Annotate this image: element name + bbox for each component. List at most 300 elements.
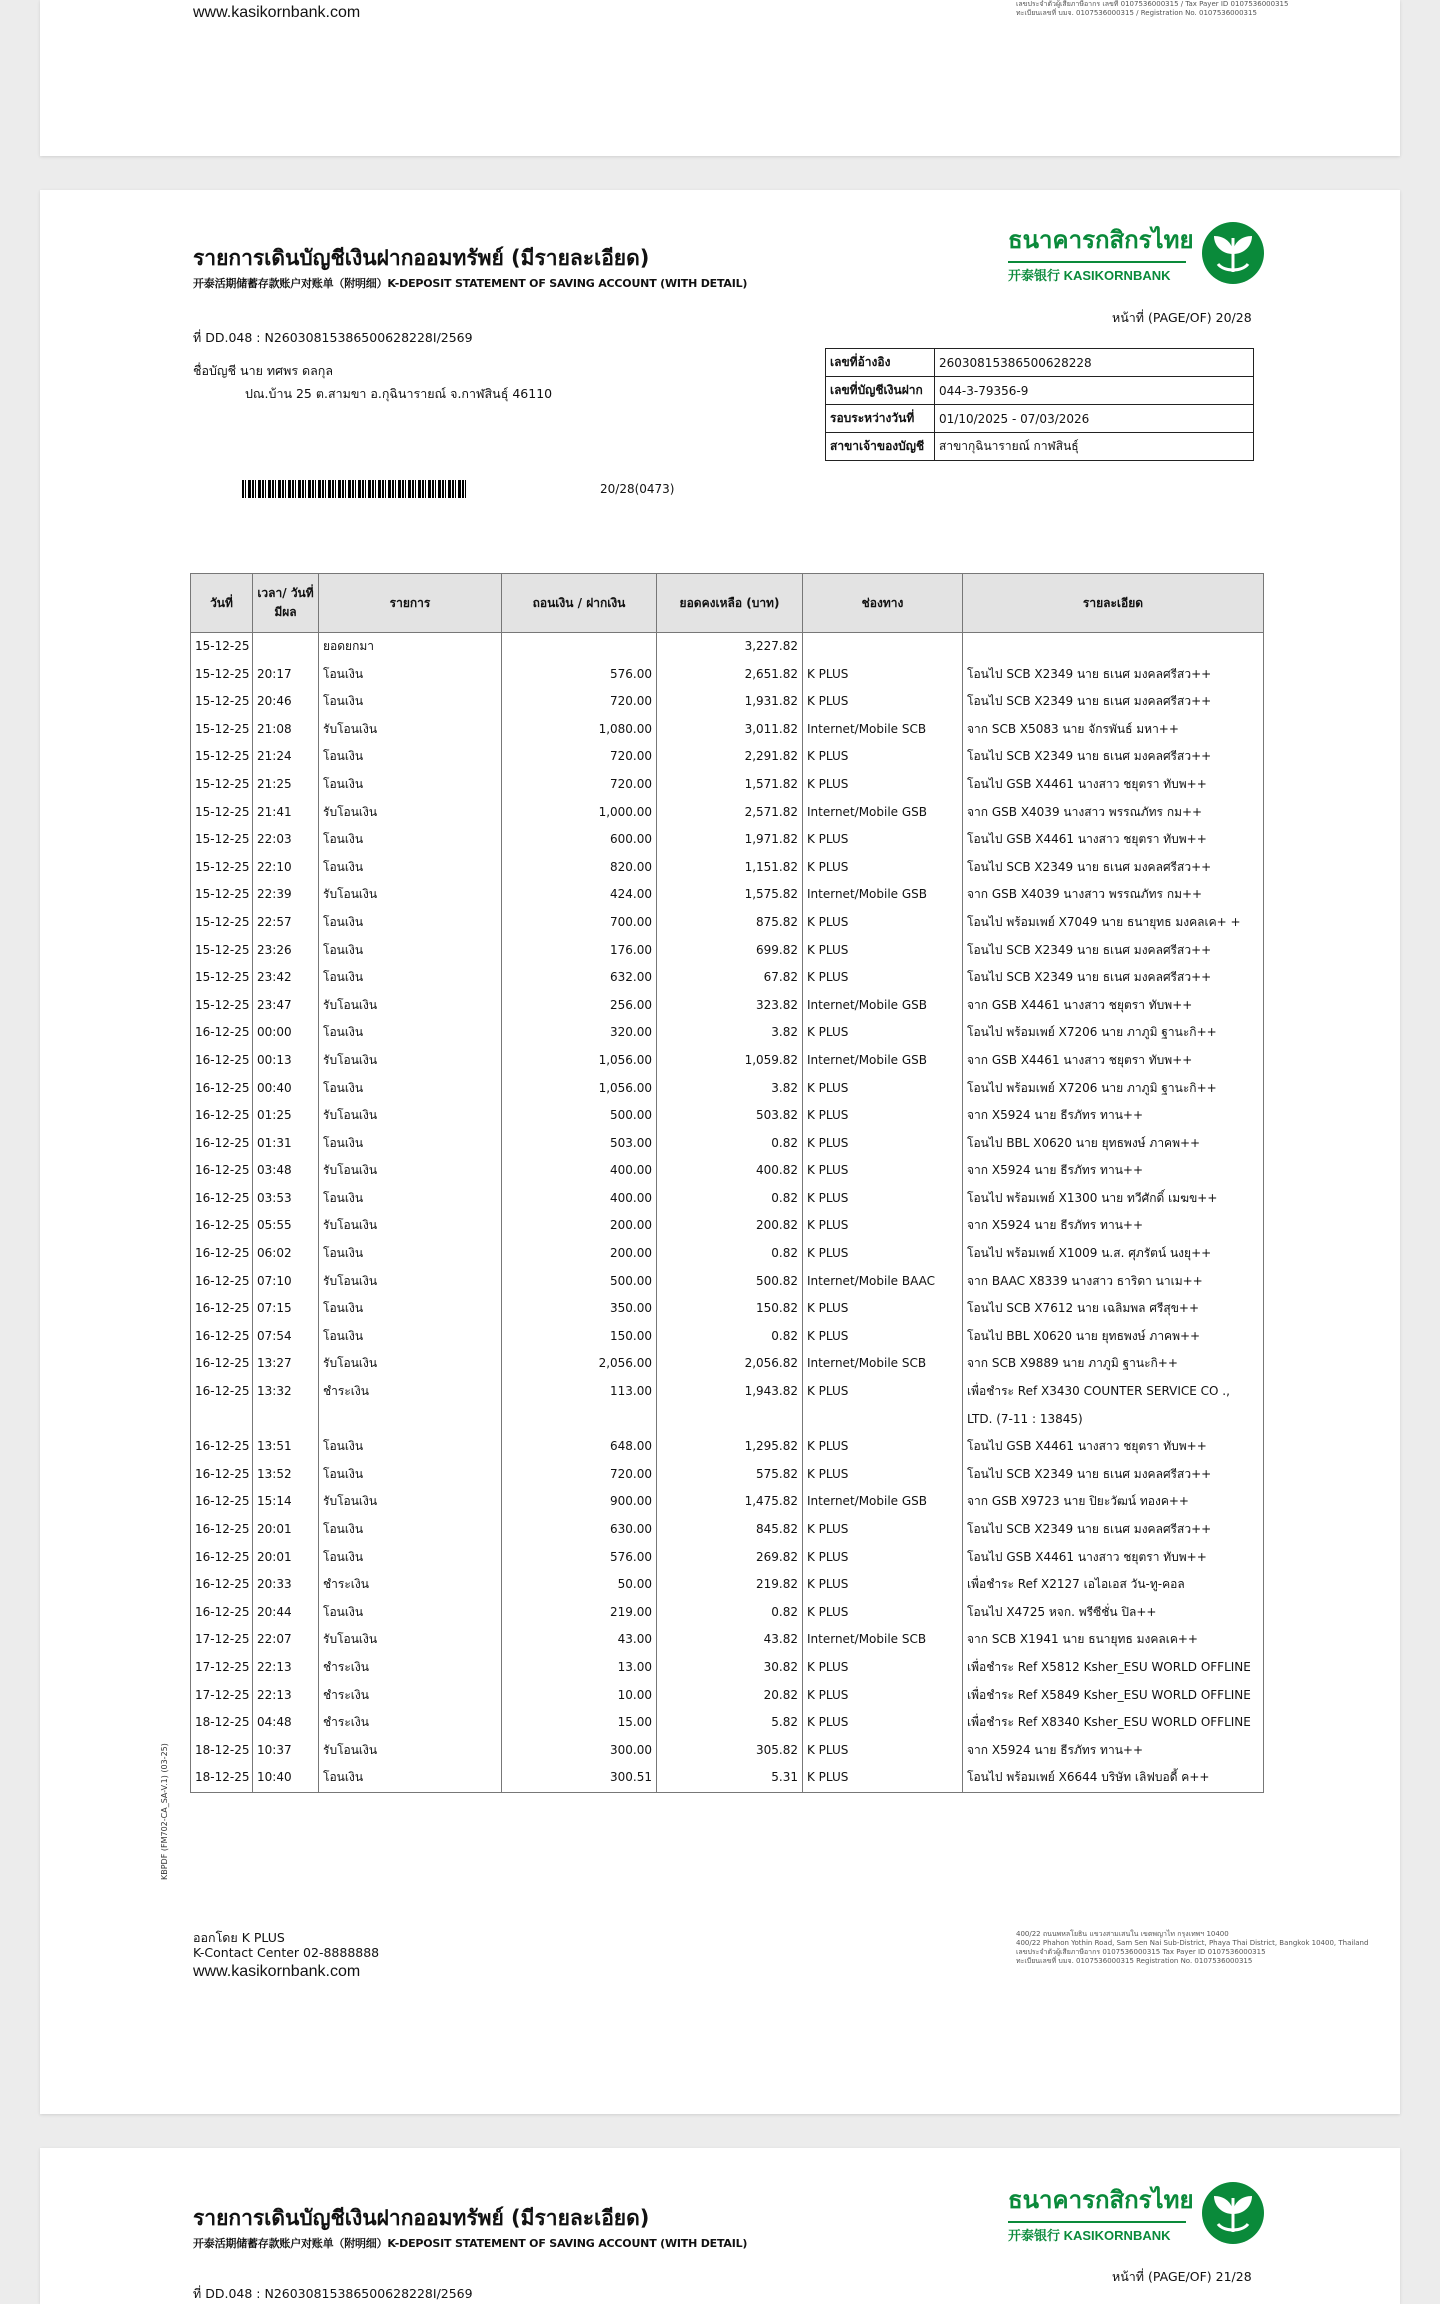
cell-date: 16-12-25 <box>191 1599 253 1627</box>
cell-amount: 43.00 <box>502 1626 657 1654</box>
cell-amount: 1,056.00 <box>502 1075 657 1103</box>
cell-channel: Internet/Mobile SCB <box>803 1350 963 1378</box>
cell-date: 16-12-25 <box>191 1433 253 1461</box>
cell-desc: รับโอนเงิน <box>319 1268 502 1296</box>
cell-date: 16-12-25 <box>191 1075 253 1103</box>
cell-channel: Internet/Mobile GSB <box>803 881 963 909</box>
table-row <box>191 1295 1264 1323</box>
cell-amount: 200.00 <box>502 1240 657 1268</box>
transactions-table <box>190 573 1264 1793</box>
table-row <box>191 1433 1264 1461</box>
cell-channel: K PLUS <box>803 1130 963 1158</box>
cell-detail: จาก X5924 นาย ธีรภัทร ทาน++ <box>963 1157 1264 1185</box>
cell-time: 13:51 <box>253 1433 319 1461</box>
logo-divider <box>1008 261 1186 263</box>
cell-date: 15-12-25 <box>191 633 253 661</box>
cell-channel: K PLUS <box>803 1378 963 1433</box>
cell-channel: K PLUS <box>803 743 963 771</box>
table-row <box>191 1764 1264 1792</box>
cell-amount: 256.00 <box>502 992 657 1020</box>
cell-balance: 269.82 <box>657 1544 803 1572</box>
table-row <box>191 771 1264 799</box>
cell-balance: 150.82 <box>657 1295 803 1323</box>
cell-time: 04:48 <box>253 1709 319 1737</box>
cell-balance: 1,571.82 <box>657 771 803 799</box>
cell-balance: 1,295.82 <box>657 1433 803 1461</box>
next-logo-divider <box>1008 2221 1186 2223</box>
cell-desc: รับโอนเงิน <box>319 1047 502 1075</box>
table-row <box>191 1212 1264 1240</box>
cell-desc: โอนเงิน <box>319 743 502 771</box>
cell-detail: เพื่อชำระ Ref X5849 Ksher_ESU WORLD OFFLINE <box>963 1682 1264 1710</box>
cell-detail: โอนไป SCB X2349 นาย ธเนศ มงคลศรีสว++ <box>963 937 1264 965</box>
cell-amount <box>502 633 657 661</box>
col-amount: ถอนเงิน / ฝากเงิน <box>502 574 657 633</box>
cell-amount: 2,056.00 <box>502 1350 657 1378</box>
cell-channel: K PLUS <box>803 1240 963 1268</box>
account-name: นาย ทศพร ดลกุล <box>240 363 334 378</box>
cell-channel: K PLUS <box>803 771 963 799</box>
table-row <box>191 1599 1264 1627</box>
col-date: วันที่ <box>191 574 253 633</box>
cell-detail: โอนไป SCB X2349 นาย ธเนศ มงคลศรีสว++ <box>963 854 1264 882</box>
cell-balance: 0.82 <box>657 1323 803 1351</box>
cell-date: 16-12-25 <box>191 1240 253 1268</box>
next-reference-value: DD.048 : N26030815386500628228I/2569 <box>205 2286 473 2301</box>
cell-channel: Internet/Mobile GSB <box>803 1047 963 1075</box>
cell-balance: 1,971.82 <box>657 826 803 854</box>
cell-detail: โอนไป X4725 หจก. พรีซีชั่น ปิล++ <box>963 1599 1264 1627</box>
cell-balance: 400.82 <box>657 1157 803 1185</box>
table-row <box>191 1047 1264 1075</box>
cell-amount: 424.00 <box>502 881 657 909</box>
cell-amount: 176.00 <box>502 937 657 965</box>
cell-channel: K PLUS <box>803 964 963 992</box>
cell-channel: K PLUS <box>803 688 963 716</box>
cell-time: 03:48 <box>253 1157 319 1185</box>
table-row <box>191 826 1264 854</box>
cell-time: 22:07 <box>253 1626 319 1654</box>
cell-amount: 200.00 <box>502 1212 657 1240</box>
cell-date: 17-12-25 <box>191 1654 253 1682</box>
cell-balance: 845.82 <box>657 1516 803 1544</box>
cell-desc: โอนเงิน <box>319 937 502 965</box>
cell-amount: 50.00 <box>502 1571 657 1599</box>
cell-detail: โอนไป SCB X2349 นาย ธเนศ มงคลศรีสว++ <box>963 688 1264 716</box>
cell-balance: 0.82 <box>657 1599 803 1627</box>
info-row <box>826 405 1254 433</box>
cell-channel: K PLUS <box>803 854 963 882</box>
footer-address: 400/22 ถนนพหลโยธิน แขวงสามเสนใน เขตพญาไท กรุงเทพฯ 10400 400/22 Phahon Yothin Road, Sam Sen Nai Sub-District, Phaya Thai District, Bangkok 10400, Thailand เลขประจำตัวผู้เสียภาษีอากร 0107536000315 Tax Payer ID 0107536000315 ทะเบียนเลขที่ บมจ. 0107536000315 Registration No. 0107536000315 <box>1016 1930 1369 1965</box>
cell-date: 16-12-25 <box>191 1350 253 1378</box>
next-page <box>40 2148 1400 2304</box>
cell-detail: จาก SCB X9889 นาย ภาภูมิ ฐานะกิ++ <box>963 1350 1264 1378</box>
col-channel: ช่องทาง <box>803 574 963 633</box>
info-label: เลขที่บัญชีเงินฝาก <box>826 377 935 405</box>
cell-amount: 900.00 <box>502 1488 657 1516</box>
info-value: 26030815386500628228 <box>935 349 1254 377</box>
table-row <box>191 633 1264 661</box>
info-label: เลขที่อ้างอิง <box>826 349 935 377</box>
cell-amount: 1,080.00 <box>502 716 657 744</box>
bank-logo <box>1008 220 1228 284</box>
cell-time: 21:41 <box>253 799 319 827</box>
cell-balance: 200.82 <box>657 1212 803 1240</box>
footer-website-link[interactable]: www.kasikornbank.com <box>193 1963 361 1980</box>
cell-desc: โอนเงิน <box>319 688 502 716</box>
cell-detail: จาก GSB X9723 นาย ปิยะวัฒน์ ทองค++ <box>963 1488 1264 1516</box>
table-row <box>191 1185 1264 1213</box>
table-row <box>191 799 1264 827</box>
cell-channel: Internet/Mobile GSB <box>803 799 963 827</box>
cell-detail: โอนไป SCB X2349 นาย ธเนศ มงคลศรีสว++ <box>963 964 1264 992</box>
cell-desc: รับโอนเงิน <box>319 1737 502 1765</box>
table-row <box>191 1516 1264 1544</box>
cell-channel: Internet/Mobile GSB <box>803 992 963 1020</box>
cell-detail: โอนไป SCB X2349 นาย ธเนศ มงคลศรีสว++ <box>963 743 1264 771</box>
cell-desc: รับโอนเงิน <box>319 716 502 744</box>
table-row <box>191 1488 1264 1516</box>
cell-detail: โอนไป GSB X4461 นางสาว ชยุตรา ทับพ++ <box>963 826 1264 854</box>
cell-balance: 1,575.82 <box>657 881 803 909</box>
cell-balance: 20.82 <box>657 1682 803 1710</box>
transactions-body <box>191 633 1264 1793</box>
cell-detail: โอนไป BBL X0620 นาย ยุทธพงษ์ ภาคพ++ <box>963 1130 1264 1158</box>
cell-time: 00:40 <box>253 1075 319 1103</box>
cell-desc: ชำระเงิน <box>319 1709 502 1737</box>
cell-desc: โอนเงิน <box>319 1295 502 1323</box>
cell-desc: รับโอนเงิน <box>319 1102 502 1130</box>
cell-date: 16-12-25 <box>191 1488 253 1516</box>
cell-channel: K PLUS <box>803 909 963 937</box>
cell-time: 20:01 <box>253 1516 319 1544</box>
cell-channel: K PLUS <box>803 661 963 689</box>
cell-desc: รับโอนเงิน <box>319 1626 502 1654</box>
cell-channel: K PLUS <box>803 1323 963 1351</box>
cell-channel: K PLUS <box>803 1212 963 1240</box>
cell-detail: จาก GSB X4039 นางสาว พรรณภัทร กม++ <box>963 881 1264 909</box>
cell-time: 21:25 <box>253 771 319 799</box>
cell-date: 15-12-25 <box>191 937 253 965</box>
cell-time: 20:01 <box>253 1544 319 1572</box>
cell-desc: ชำระเงิน <box>319 1654 502 1682</box>
cell-detail: จาก SCB X5083 นาย จักรพันธ์ มหา++ <box>963 716 1264 744</box>
cell-date: 16-12-25 <box>191 1571 253 1599</box>
table-row <box>191 1240 1264 1268</box>
cell-channel: K PLUS <box>803 1516 963 1544</box>
cell-channel: K PLUS <box>803 826 963 854</box>
account-info-box <box>825 348 1254 461</box>
info-value: 01/10/2025 - 07/03/2026 <box>935 405 1254 433</box>
cell-balance: 3,227.82 <box>657 633 803 661</box>
cell-time: 07:10 <box>253 1268 319 1296</box>
cell-time <box>253 633 319 661</box>
cell-channel: K PLUS <box>803 1157 963 1185</box>
account-name-line <box>193 361 333 381</box>
page-title: รายการเดินบัญชีเงินฝากออมทรัพย์ (มีรายละเอียด) <box>193 246 650 270</box>
cell-time: 21:24 <box>253 743 319 771</box>
table-row <box>191 1654 1264 1682</box>
cell-balance: 1,059.82 <box>657 1047 803 1075</box>
cell-channel: Internet/Mobile GSB <box>803 1488 963 1516</box>
cell-channel: K PLUS <box>803 937 963 965</box>
cell-date: 16-12-25 <box>191 1461 253 1489</box>
cell-desc: โอนเงิน <box>319 1599 502 1627</box>
cell-amount: 720.00 <box>502 688 657 716</box>
cell-time: 15:14 <box>253 1488 319 1516</box>
cell-date: 15-12-25 <box>191 992 253 1020</box>
cell-amount: 400.00 <box>502 1185 657 1213</box>
cell-detail: จาก GSB X4461 นางสาว ชยุตรา ทับพ++ <box>963 1047 1264 1075</box>
cell-desc: โอนเงิน <box>319 1130 502 1158</box>
cell-detail: เพื่อชำระ Ref X3430 COUNTER SERVICE CO ., LTD. (7-11 : 13845) <box>963 1378 1264 1433</box>
cell-date: 15-12-25 <box>191 799 253 827</box>
cell-desc: ชำระเงิน <box>319 1682 502 1710</box>
cell-amount: 300.00 <box>502 1737 657 1765</box>
cell-time: 20:17 <box>253 661 319 689</box>
col-balance: ยอดคงเหลือ (บาท) <box>657 574 803 633</box>
cell-date: 15-12-25 <box>191 881 253 909</box>
cell-time: 22:13 <box>253 1654 319 1682</box>
reference-line <box>193 328 473 348</box>
cell-desc: โอนเงิน <box>319 909 502 937</box>
cell-balance: 0.82 <box>657 1185 803 1213</box>
table-row <box>191 661 1264 689</box>
cell-date: 15-12-25 <box>191 826 253 854</box>
table-row <box>191 1019 1264 1047</box>
cell-amount: 113.00 <box>502 1378 657 1433</box>
cell-balance: 1,943.82 <box>657 1378 803 1433</box>
cell-amount: 500.00 <box>502 1102 657 1130</box>
table-row <box>191 1626 1264 1654</box>
cell-channel: Internet/Mobile SCB <box>803 716 963 744</box>
cell-balance: 5.82 <box>657 1709 803 1737</box>
cell-detail: โอนไป GSB X4461 นางสาว ชยุตรา ทับพ++ <box>963 1544 1264 1572</box>
cell-time: 05:55 <box>253 1212 319 1240</box>
cell-time: 21:08 <box>253 716 319 744</box>
cell-detail: โอนไป GSB X4461 นางสาว ชยุตรา ทับพ++ <box>963 771 1264 799</box>
cell-amount: 1,000.00 <box>502 799 657 827</box>
cell-desc: โอนเงิน <box>319 1323 502 1351</box>
next-reference-line <box>193 2284 473 2304</box>
cell-date: 16-12-25 <box>191 1378 253 1433</box>
info-row <box>826 377 1254 405</box>
cell-desc: โอนเงิน <box>319 1544 502 1572</box>
cell-time: 22:13 <box>253 1682 319 1710</box>
cell-balance: 1,151.82 <box>657 854 803 882</box>
cell-time: 13:52 <box>253 1461 319 1489</box>
cell-desc: ชำระเงิน <box>319 1571 502 1599</box>
cell-channel: K PLUS <box>803 1682 963 1710</box>
cell-balance: 503.82 <box>657 1102 803 1130</box>
reference-value: DD.048 : N26030815386500628228I/2569 <box>205 330 473 345</box>
cell-amount: 350.00 <box>502 1295 657 1323</box>
form-code: KBPDF (FM702-CA_SA-V.1) (03-25) <box>160 1743 169 1880</box>
table-row <box>191 937 1264 965</box>
cell-desc: โอนเงิน <box>319 826 502 854</box>
issued-by: ออกโดย K PLUS <box>193 1930 285 1945</box>
page-label: หน้าที่ (PAGE/OF) <box>1112 310 1212 325</box>
table-row <box>191 743 1264 771</box>
cell-time: 22:57 <box>253 909 319 937</box>
cell-date: 15-12-25 <box>191 716 253 744</box>
table-row <box>191 1461 1264 1489</box>
cell-desc: โอนเงิน <box>319 964 502 992</box>
cell-desc: โอนเงิน <box>319 1461 502 1489</box>
cell-time: 01:25 <box>253 1102 319 1130</box>
next-bank-name-th: ธนาคารกสิกรไทย <box>1008 2186 1194 2214</box>
cell-balance: 5.31 <box>657 1764 803 1792</box>
cell-amount: 700.00 <box>502 909 657 937</box>
table-row <box>191 1075 1264 1103</box>
cell-channel: K PLUS <box>803 1599 963 1627</box>
cell-desc: ยอดยกมา <box>319 633 502 661</box>
kbank-leaf-icon <box>1200 220 1266 286</box>
cell-detail: โอนไป SCB X2349 นาย ธเนศ มงคลศรีสว++ <box>963 1461 1264 1489</box>
cell-channel: K PLUS <box>803 1102 963 1130</box>
cell-desc: โอนเงิน <box>319 1516 502 1544</box>
table-row <box>191 1737 1264 1765</box>
cell-date: 16-12-25 <box>191 1268 253 1296</box>
taxpayer-text: เลขประจำตัวผู้เสียภาษีอากร เลขที่ 0107536000315 / Tax Payer ID 0107536000315 <box>1016 0 1289 8</box>
cell-amount: 219.00 <box>502 1599 657 1627</box>
cell-channel: K PLUS <box>803 1461 963 1489</box>
cell-balance: 305.82 <box>657 1737 803 1765</box>
cell-balance: 3.82 <box>657 1075 803 1103</box>
col-time: เวลา/ วันที่มีผล <box>253 574 319 633</box>
cell-amount: 720.00 <box>502 1461 657 1489</box>
cell-balance: 2,291.82 <box>657 743 803 771</box>
cell-channel: K PLUS <box>803 1185 963 1213</box>
cell-balance: 2,056.82 <box>657 1350 803 1378</box>
cell-desc: รับโอนเงิน <box>319 1212 502 1240</box>
cell-date: 16-12-25 <box>191 1157 253 1185</box>
cell-date: 16-12-25 <box>191 1130 253 1158</box>
cell-date: 18-12-25 <box>191 1709 253 1737</box>
cell-time: 07:54 <box>253 1323 319 1351</box>
cell-date: 15-12-25 <box>191 771 253 799</box>
table-row <box>191 1350 1264 1378</box>
cell-amount: 720.00 <box>502 771 657 799</box>
page-value: 20/28 <box>1215 310 1252 325</box>
cell-balance: 699.82 <box>657 937 803 965</box>
cell-detail: โอนไป BBL X0620 นาย ยุทธพงษ์ ภาคพ++ <box>963 1323 1264 1351</box>
next-bank-name-en: 开泰银行 KASIKORNBANK <box>1008 2228 1171 2243</box>
cell-time: 00:13 <box>253 1047 319 1075</box>
cell-balance: 67.82 <box>657 964 803 992</box>
next-reference-label: ที่ <box>193 2286 202 2301</box>
table-row <box>191 1709 1264 1737</box>
cell-date: 15-12-25 <box>191 909 253 937</box>
cell-detail: โอนไป พร้อมเพย์ X6644 บริษัท เลิฟบอดี้ ค++ <box>963 1764 1264 1792</box>
cell-desc: โอนเงิน <box>319 1433 502 1461</box>
cell-time: 22:10 <box>253 854 319 882</box>
next-bank-logo <box>1008 2180 1228 2244</box>
cell-desc: รับโอนเงิน <box>319 1488 502 1516</box>
cell-amount: 400.00 <box>502 1157 657 1185</box>
cell-balance: 0.82 <box>657 1130 803 1158</box>
cell-desc: โอนเงิน <box>319 1764 502 1792</box>
cell-desc: รับโอนเงิน <box>319 1157 502 1185</box>
cell-channel: K PLUS <box>803 1019 963 1047</box>
cell-detail: จาก GSB X4461 นางสาว ชยุตรา ทับพ++ <box>963 992 1264 1020</box>
cell-balance: 3,011.82 <box>657 716 803 744</box>
cell-balance: 3.82 <box>657 1019 803 1047</box>
table-row <box>191 854 1264 882</box>
next-page-value: 21/28 <box>1215 2269 1252 2284</box>
cell-time: 10:40 <box>253 1764 319 1792</box>
cell-balance: 1,931.82 <box>657 688 803 716</box>
cell-detail: จาก X5924 นาย ธีรภัทร ทาน++ <box>963 1212 1264 1240</box>
cell-balance: 1,475.82 <box>657 1488 803 1516</box>
cell-date: 18-12-25 <box>191 1737 253 1765</box>
bank-name-th: ธนาคารกสิกรไทย <box>1008 226 1194 254</box>
cell-time: 01:31 <box>253 1130 319 1158</box>
cell-time: 23:47 <box>253 992 319 1020</box>
cell-amount: 632.00 <box>502 964 657 992</box>
cell-date: 18-12-25 <box>191 1764 253 1792</box>
cell-date: 15-12-25 <box>191 743 253 771</box>
cell-amount: 1,056.00 <box>502 1047 657 1075</box>
next-page-subtitle: 开泰活期储蓄存款账户对账单（附明细）K-DEPOSIT STATEMENT OF SAVING ACCOUNT (WITH DETAIL) <box>193 2237 748 2250</box>
table-row <box>191 1130 1264 1158</box>
account-address: ปณ.บ้าน 25 ต.สามขา อ.กุฉินารายณ์ จ.กาฬสินธุ์ 46110 <box>245 386 553 401</box>
cell-date: 16-12-25 <box>191 1019 253 1047</box>
cell-detail: เพื่อชำระ Ref X5812 Ksher_ESU WORLD OFFLINE <box>963 1654 1264 1682</box>
cell-time: 20:46 <box>253 688 319 716</box>
cell-balance: 2,571.82 <box>657 799 803 827</box>
info-label: รอบระหว่างวันที่ <box>826 405 935 433</box>
table-row <box>191 1102 1264 1130</box>
table-header-row <box>191 574 1264 633</box>
statement-page <box>40 190 1400 2114</box>
cell-balance: 2,651.82 <box>657 661 803 689</box>
cell-channel: K PLUS <box>803 1737 963 1765</box>
cell-date: 16-12-25 <box>191 1544 253 1572</box>
website-link[interactable]: www.kasikornbank.com <box>193 4 361 21</box>
cell-amount: 576.00 <box>502 1544 657 1572</box>
cell-time: 03:53 <box>253 1185 319 1213</box>
cell-balance: 0.82 <box>657 1240 803 1268</box>
cell-detail: โอนไป SCB X2349 นาย ธเนศ มงคลศรีสว++ <box>963 661 1264 689</box>
cell-time: 23:42 <box>253 964 319 992</box>
cell-channel: K PLUS <box>803 1764 963 1792</box>
cell-channel: Internet/Mobile BAAC <box>803 1268 963 1296</box>
cell-channel: K PLUS <box>803 1075 963 1103</box>
table-row <box>191 992 1264 1020</box>
cell-desc: รับโอนเงิน <box>319 992 502 1020</box>
cell-amount: 820.00 <box>502 854 657 882</box>
cell-balance: 30.82 <box>657 1654 803 1682</box>
cell-time: 22:39 <box>253 881 319 909</box>
cell-desc: โอนเงิน <box>319 854 502 882</box>
cell-detail <box>963 633 1264 661</box>
next-page-title: รายการเดินบัญชีเงินฝากออมทรัพย์ (มีรายละเอียด) <box>193 2206 650 2230</box>
table-row <box>191 1378 1264 1433</box>
table-row <box>191 881 1264 909</box>
info-row <box>826 349 1254 377</box>
cell-date: 17-12-25 <box>191 1682 253 1710</box>
cell-desc: โอนเงิน <box>319 1019 502 1047</box>
cell-balance: 219.82 <box>657 1571 803 1599</box>
cell-channel: K PLUS <box>803 1571 963 1599</box>
cell-detail: โอนไป SCB X7612 นาย เฉลิมพล ศรีสุข++ <box>963 1295 1264 1323</box>
cell-date: 17-12-25 <box>191 1626 253 1654</box>
cell-desc: โอนเงิน <box>319 1240 502 1268</box>
cell-detail: จาก BAAC X8339 นางสาว ธาริดา นาเม++ <box>963 1268 1264 1296</box>
info-label: สาขาเจ้าของบัญชี <box>826 433 935 461</box>
cell-date: 16-12-25 <box>191 1323 253 1351</box>
